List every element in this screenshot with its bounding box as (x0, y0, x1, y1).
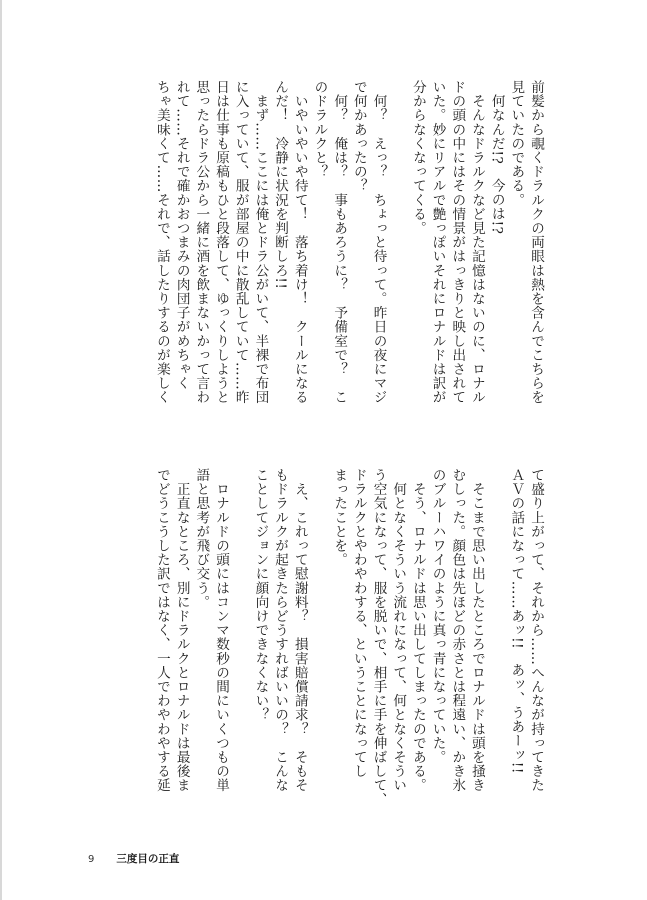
text-column: う空気になって、服を脱いで、相手に手を伸ばして、 (370, 468, 387, 807)
running-title: 三度目の正直 (116, 853, 180, 865)
text-column: でどうこうした訳ではなく、一人でわやわやする延 (153, 468, 170, 793)
text-column: え、これって慰謝料？ 損害賠償請求？ そもそ (291, 468, 308, 793)
text-column: そう、ロナルドは思い出してしまったのである。 (409, 468, 426, 793)
text-column: 見ていたのである。 (508, 80, 525, 207)
page-number: 9 (88, 854, 95, 865)
text-column: まったことを。 (331, 468, 348, 567)
text-column: ロナルドの頭にはコンマ数秒の間にいくつもの単 (213, 468, 229, 793)
text-column: 分からなくなってくる。 (409, 80, 426, 236)
text-block-top (85, 80, 545, 440)
text-column: ドラルクとやわやわする、ということになってし (350, 468, 367, 779)
text-column: 思ったらドラ公から一緒に酒を飲まないかって言わ (193, 80, 210, 405)
text-column: もドラルクが起きたらどうすればいいの？ こんな (272, 468, 289, 793)
text-column: そんなドラルクなど見た記憶はないのに、ロナル (468, 80, 485, 405)
page-footer (88, 851, 179, 866)
text-column: て盛り上がって、それから……へんなが持ってきた (528, 468, 544, 793)
text-column: ＡＶの話になって……あッ!! あッ、うあーッ!! (508, 468, 525, 774)
text-column: に入っていて、服が部屋の中に散乱していて……昨 (232, 80, 249, 405)
text-column: れて……それで確かおつまみの肉団子がめちゃく (173, 80, 190, 391)
text-column: 日は仕事も原稿もひと段落して、ゆっくりしようと (213, 80, 229, 405)
text-column: 語と思考が飛び交う。 (193, 468, 210, 609)
text-column: いやいやいや待て！ 落ち着け！ クールになる (291, 80, 308, 405)
text-column: んだ！ 冷静に状況を判断しろ!! (272, 80, 289, 290)
text-block-bottom (85, 468, 545, 828)
text-column: 何なんだ!? 今のは!? (488, 80, 505, 235)
text-column: そこまで思い出したところでロナルドは頭を掻き (468, 468, 485, 793)
text-column: ことしてジョンに顔向けできなくない？ (252, 468, 269, 722)
text-column: のドラルクと？ (311, 80, 328, 179)
text-column: 何？ えっ？ ちょっと待って。昨日の夜にマジ (370, 80, 387, 405)
text-column: 前髪から覗くドラルクの両眼は熱を含んでこちらを (528, 80, 544, 405)
page-spine-edge (0, 0, 2, 900)
text-column: ドの頭の中にはその情景がはっきりと映し出されて (449, 80, 466, 405)
text-column: まず……ここには俺とドラ公がいて、半裸で布団 (252, 80, 269, 405)
text-column: 何？ 俺は？ 事もあろうに？ 予備室で？ こ (331, 80, 348, 405)
text-column: いた。妙にリアルで艶っぽいそれにロナルドは訳が (429, 80, 446, 405)
text-column: ちゃ美味くて……それで、話したりするのが楽しく (153, 80, 170, 405)
text-column: 正直なところ、別にドラルクとロナルドは最後ま (173, 468, 190, 793)
text-column: 何となくそういう流れになって、何となくそうい (390, 468, 407, 793)
text-column: むしった。顔色は先ほどの赤さとは程遠い、かき氷 (449, 468, 466, 793)
text-column: のブルーハワイのように真っ青になっていた。 (429, 468, 446, 765)
text-column: で何かあったの？ (350, 80, 367, 193)
